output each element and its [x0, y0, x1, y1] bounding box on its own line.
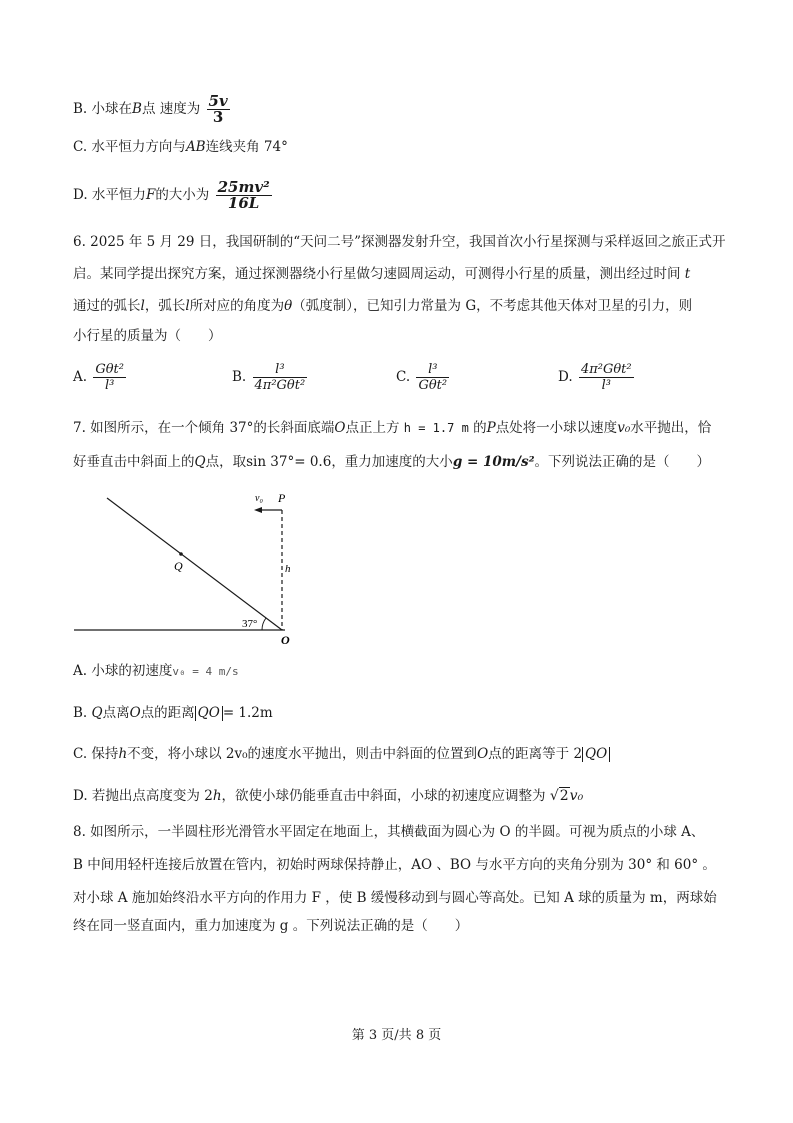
arrow-head-icon: [254, 507, 262, 513]
label-angle: 37°: [242, 618, 258, 630]
q8-line-3: 对小球 A 施加始终沿水平方向的作用力 F ，使 B 缓慢移动到与圆心等高处。已知 A 球的质量为 m，两球始: [73, 890, 717, 906]
q6-line-4: 小行星的质量为（ ）: [73, 328, 222, 344]
q6-option-d: D. $\frac{\text{4π²Gθt²}}{\text{l³}}$: [558, 362, 632, 393]
q7-option-d: D. 若抛出点高度变为 2h，欲使小球仍能垂直击中斜面，小球的初速度应调整为 √2v₀: [73, 788, 584, 804]
q5-option-d: D. 水平恒力F的大小为 $\frac{\text{25mv²}}{16L}$: [73, 178, 270, 212]
label-h: h: [285, 563, 291, 575]
angle-arc: [262, 618, 266, 630]
q8-line-1: 8. 如图所示，一半圆柱形光滑管水平固定在地面上，其横截面为圆心为 O 的半圆。可视为质点的小球 A、: [73, 824, 705, 840]
q6-line-2: 启。某同学提出探究方案，通过探测器绕小行星做匀速圆周运动，可测得小行星的质量，测出经过时间 t: [73, 266, 691, 282]
page-footer: 第 3 页/共 8 页: [351, 1028, 442, 1043]
point-q: [179, 552, 183, 556]
q6-option-a: A. $\frac{\text{Gθt²}}{\text{l³}}$: [73, 362, 124, 393]
q7-line-1: 7. 如图所示，在一个倾角 37°的长斜面底端O点正上方 h = 1.7 m 的P点处将一小球以速度v₀水平抛出，恰: [73, 420, 712, 436]
q5-option-b: B. 小球在B点 速度为 $\frac{5v}{3}$: [73, 92, 228, 126]
q7-option-c: C. 保持h不变，将小球以 2v₀的速度水平抛出，则击中斜面的位置到O点的距离等于 2 QO: [73, 744, 610, 764]
q6-line-1: 6. 2025 年 5 月 29 日，我国研制的“天问二号”探测器发射升空，我国首次小行星探测与采样返回之旅正式开: [73, 234, 726, 250]
incline-line: [107, 498, 282, 630]
sqrt-expression: √2v₀: [549, 788, 584, 804]
q6-option-b: B. $\frac{\text{l³}}{\text{4π²Gθt²}}$: [232, 362, 306, 393]
q7-option-a: A. 小球的初速度v₀ = 4 m/s: [73, 663, 239, 679]
label-v0: v₀: [255, 493, 263, 504]
q5-d-fraction: $\frac{\text{25mv²}}{16L}$: [217, 178, 270, 212]
label-p: P: [278, 491, 286, 505]
label-o: O: [281, 633, 290, 647]
label-q: Q: [174, 559, 183, 573]
q6-line-3: 通过的弧长l，弧长l所对应的角度为θ（弧度制），已知引力常量为 G，不考虑其他天体对卫星的引力，则: [73, 298, 693, 314]
q7-option-b: B. Q点离O点的距离 QO = 1.2m: [73, 705, 273, 721]
q8-line-2: B 中间用轻杆连接后放置在管内，初始时两球保持静止，AO 、BO 与水平方向的夹角分别为 30° 和 60° 。: [73, 857, 716, 873]
q5-b-fraction: $\frac{5v}{3}$: [208, 92, 228, 126]
q8-line-4: 终在同一竖直面内，重力加速度为 g 。下列说法正确的是（ ）: [73, 918, 469, 934]
q7-line-2: 好垂直击中斜面上的Q点，取sin 37°= 0.6，重力加速度的大小g = 10m/s²。下列说法正确的是（ ）: [73, 454, 710, 470]
q5-option-c: C. 水平恒力方向与AB连线夹角 74°: [73, 139, 288, 155]
q7-figure: [70, 488, 295, 648]
q6-option-c: C. $\frac{\text{l³}}{\text{Gθt²}}$: [396, 362, 448, 393]
